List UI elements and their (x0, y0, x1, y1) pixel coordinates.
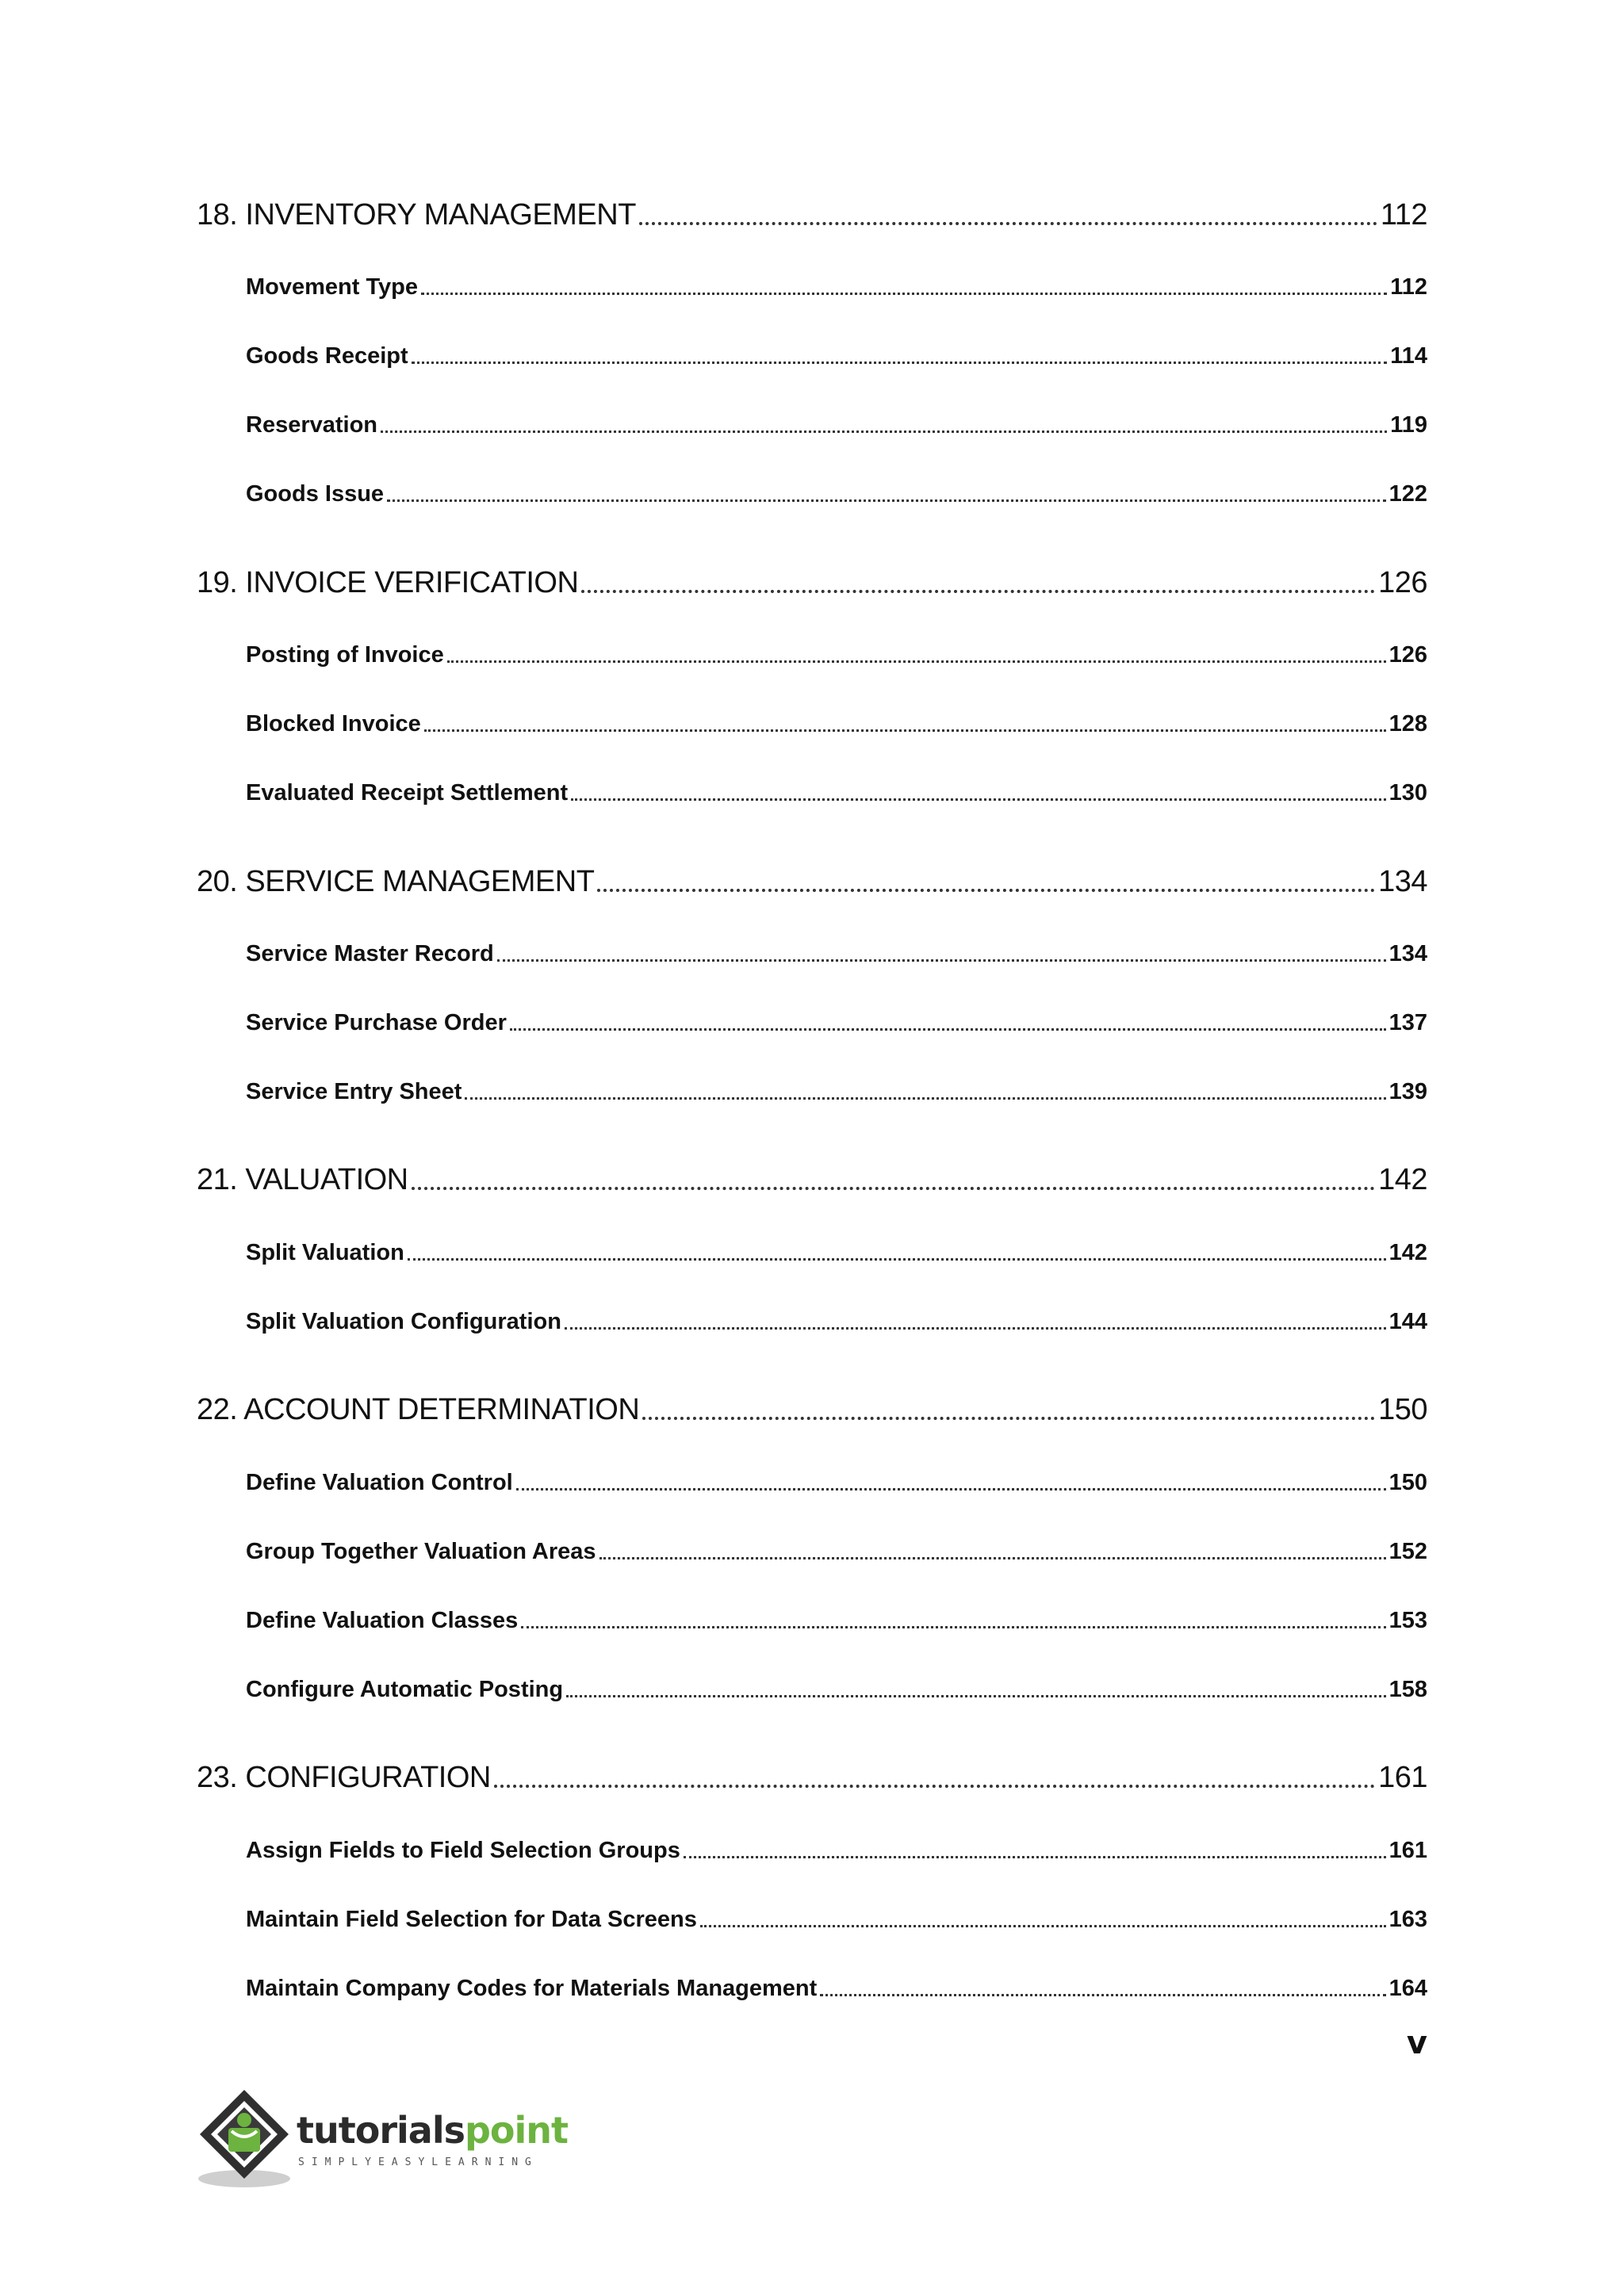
dot-leader (516, 1488, 1386, 1490)
toc-page-number: 164 (1388, 1976, 1427, 2001)
toc-title: Split Valuation (246, 1240, 404, 1265)
toc-section[interactable] (246, 1010, 1427, 1036)
toc-title: Maintain Company Codes for Materials Management (246, 1976, 818, 2001)
dot-leader (820, 1994, 1385, 1996)
dot-leader (421, 293, 1387, 295)
toc-page-number: 161 (1388, 1838, 1427, 1863)
toc-section[interactable] (246, 1309, 1427, 1335)
toc-page-number: 122 (1388, 481, 1427, 507)
toc-title: Group Together Valuation Areas (246, 1539, 596, 1564)
toc-title: Reservation (246, 412, 378, 438)
toc-page-number: 158 (1388, 1677, 1427, 1702)
toc-title: Configure Automatic Posting (246, 1677, 564, 1702)
dot-leader (566, 1695, 1386, 1697)
toc-title: Goods Receipt (246, 343, 408, 369)
toc-section[interactable] (246, 1079, 1427, 1105)
dot-leader (565, 1327, 1386, 1330)
toc-page-number: 150 (1378, 1393, 1427, 1426)
dot-leader (412, 362, 1388, 364)
toc-title: Goods Issue (246, 481, 385, 507)
toc-title: Split Valuation Configuration (246, 1309, 561, 1334)
dot-leader (424, 729, 1386, 732)
toc-page-number: 150 (1388, 1470, 1427, 1495)
toc-title: Blocked Invoice (246, 711, 421, 737)
toc-section[interactable] (246, 642, 1427, 668)
toc-title: Assign Fields to Field Selection Groups (246, 1838, 680, 1863)
dot-leader (684, 1856, 1386, 1858)
toc-title: Movement Type (246, 274, 419, 300)
dot-leader (599, 1557, 1386, 1559)
toc-page-number: 144 (1388, 1309, 1427, 1334)
dot-leader (597, 889, 1375, 892)
toc-title: Service Master Record (246, 941, 494, 966)
dot-leader (447, 660, 1386, 663)
dot-leader (408, 1258, 1386, 1261)
toc-title: Maintain Field Selection for Data Screens (246, 1907, 697, 1932)
toc-title: Evaluated Receipt Settlement (246, 780, 569, 806)
toc-title: 22. ACCOUNT DETERMINATION (197, 1393, 640, 1426)
toc-title: 21. VALUATION (197, 1163, 408, 1196)
toc-section[interactable] (246, 711, 1427, 737)
toc-section[interactable] (246, 343, 1427, 369)
toc-chapter[interactable] (197, 1761, 1427, 1795)
toc-chapter[interactable] (197, 1163, 1427, 1197)
toc-title: Posting of Invoice (246, 642, 444, 668)
logo-word-tutorials: tutorials (297, 2109, 465, 2152)
logo-wordmark (297, 2109, 568, 2152)
toc-page-number: 112 (1390, 274, 1427, 300)
toc-title: Service Entry Sheet (246, 1079, 462, 1104)
toc-page-number: 152 (1388, 1539, 1427, 1564)
toc-section[interactable] (246, 481, 1427, 507)
toc-chapter[interactable] (197, 865, 1427, 899)
toc-page-number: 128 (1388, 711, 1427, 737)
logo-tagline: SIMPLYEASYLEARNING (298, 2156, 538, 2168)
toc-section[interactable] (246, 1677, 1427, 1703)
toc-page-number: 161 (1378, 1761, 1427, 1794)
dot-leader (642, 1417, 1375, 1420)
toc-title: 19. INVOICE VERIFICATION (197, 566, 579, 599)
dot-leader (581, 590, 1375, 593)
dot-leader (700, 1925, 1386, 1927)
toc-title: 18. INVENTORY MANAGEMENT (197, 198, 636, 232)
toc-page-number: 153 (1388, 1608, 1427, 1633)
toc-page-number: 142 (1388, 1240, 1427, 1265)
toc-chapter[interactable] (197, 566, 1427, 600)
dot-leader (639, 222, 1377, 225)
toc-page-number: 119 (1390, 412, 1427, 438)
toc-section[interactable] (246, 1608, 1427, 1634)
toc-section[interactable] (246, 1976, 1427, 2002)
toc-page-number: 139 (1388, 1079, 1427, 1104)
toc-section[interactable] (246, 1907, 1427, 1933)
dot-leader (497, 959, 1386, 962)
toc-chapter[interactable] (197, 1393, 1427, 1427)
toc-page-number: 126 (1388, 642, 1427, 668)
toc-title: 20. SERVICE MANAGEMENT (197, 865, 595, 898)
toc-page-number: 130 (1388, 780, 1427, 806)
dot-leader (381, 430, 1387, 433)
dot-leader (494, 1785, 1375, 1788)
toc-page-number: 163 (1388, 1907, 1427, 1932)
tutorialspoint-logo (193, 2084, 569, 2195)
toc-title: Service Purchase Order (246, 1010, 507, 1035)
dot-leader (387, 499, 1386, 502)
toc-title: Define Valuation Control (246, 1470, 513, 1495)
toc-page-number: 126 (1378, 566, 1427, 599)
toc-title: Define Valuation Classes (246, 1608, 519, 1633)
toc-page-number: 134 (1378, 865, 1427, 898)
logo-word-point: point (464, 2109, 569, 2152)
toc-title: 23. CONFIGURATION (197, 1761, 491, 1794)
dot-leader (465, 1097, 1385, 1100)
dot-leader (571, 798, 1385, 801)
toc-page-number: 142 (1378, 1163, 1427, 1196)
toc-section[interactable] (246, 1539, 1427, 1565)
page-number: v (1406, 2025, 1427, 2061)
toc-page-number: 114 (1390, 343, 1427, 369)
toc-section[interactable] (246, 941, 1427, 967)
toc-section[interactable] (246, 274, 1427, 300)
toc-section[interactable] (246, 1838, 1427, 1864)
toc-page-number: 134 (1388, 941, 1427, 966)
toc-section[interactable] (246, 412, 1427, 438)
dot-leader (510, 1028, 1386, 1031)
dot-leader (412, 1187, 1375, 1190)
logo-emblem-icon (193, 2084, 297, 2195)
dot-leader (521, 1626, 1385, 1628)
toc-section[interactable] (246, 780, 1427, 806)
toc-section[interactable] (246, 1240, 1427, 1266)
toc-page-number: 137 (1388, 1010, 1427, 1035)
toc-section[interactable] (246, 1470, 1427, 1496)
toc-chapter[interactable] (197, 198, 1427, 232)
toc-page-number: 112 (1380, 198, 1427, 232)
